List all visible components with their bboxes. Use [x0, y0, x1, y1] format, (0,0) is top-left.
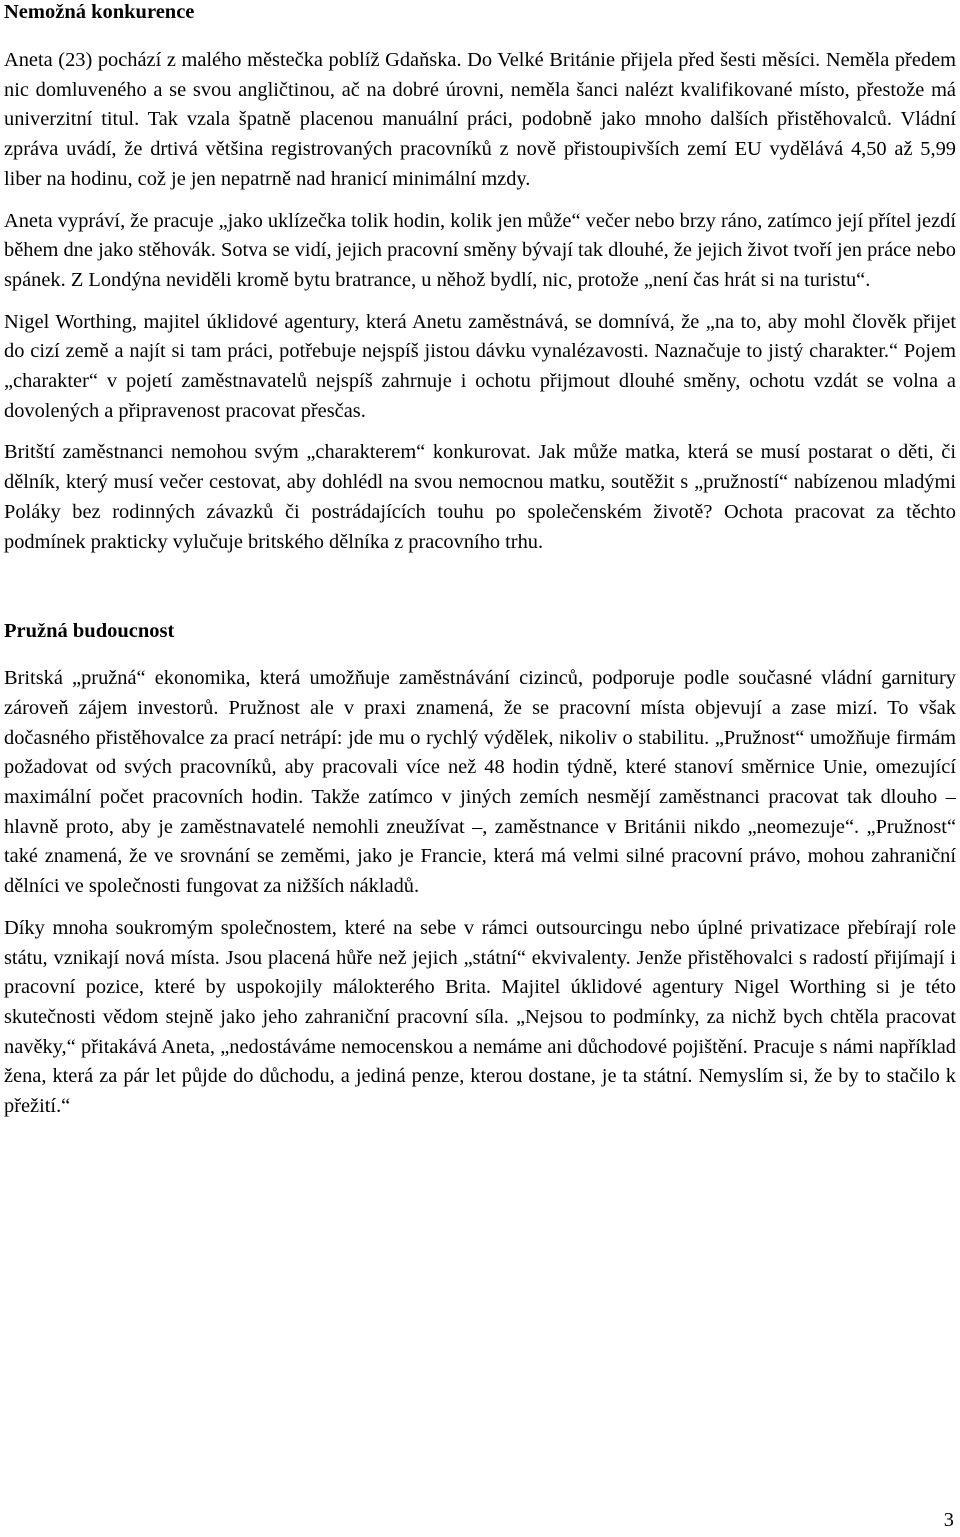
paragraph-aneta-intro: Aneta (23) pochází z malého městečka poblíž Gdaňska. Do Velké Británie přijela před šesti měsíci. Neměla předem nic domluveného a se svou angličtinou, ač na dobré úrovni, neměla šanci nalézt kvalifikované místo, přestože má univerzitní titul. Tak vzala špatně placenou manuální práci, podobně jako mnoho dalších přistěhovalců. Vládní zpráva uvádí, že drtivá většina registrovaných pracovníků z nově přistoupivších zemí EU vydělává 4,50 až 5,99 liber na hodinu, což je jen nepatrně nad hranicí minimální mzdy. — [4, 49, 956, 190]
page-number: 3 — [943, 1509, 954, 1531]
paragraph-aneta-work: Aneta vypráví, že pracuje „jako uklízečka tolik hodin, kolik jen může“ večer nebo brzy ráno, zatímco její přítel jezdí během dne jako stěhovák. Sotva se vidí, jejich pracovní směny bývají tak dlouhé, že jejich život tvoří jen práce nebo spánek. Z Londýna neviděli kromě bytu bratrance, u něhož bydlí, nic, protože „není čas hrát si na turistu“. — [4, 209, 956, 291]
section-heading-flexible-future: Pružná budoucnost — [4, 620, 175, 643]
document-page — [4, 0, 956, 1134]
paragraph-nigel-worthing: Nigel Worthing, majitel úklidové agentury, která Anetu zaměstnává, se domnívá, že „na to, aby mohl člověk přijet do cizí země a najít si tam práci, potřebuje nejspíš jistou dávku vynalézavosti. Naznačuje to jistý charakter.“ Pojem „charakter“ v pojetí zaměstnavatelů nejspíš zahrnuje i ochotu přijmout dlouhé směny, ochotu vzdát se volna a dovolených a připravenost pracovat přesčas. — [4, 310, 956, 422]
section-heading-impossible-competition: Nemožná konkurence — [4, 1, 195, 23]
paragraph-flexible-economy: Britská „pružná“ ekonomika, která umožňuje zaměstnávání cizinců, podporuje podle současné vládní garnitury zároveň zájem investorů. Pružnost ale v praxi znamená, že se pracovní místa objevují a zase mizí. To však dočasného přistěhovalce za prací netrápí: jde mu o rychlý výdělek, nikoliv o stabilitu. „Pružnost“ umožňuje firmám požadovat od svých pracovníků, aby pracovali více než 48 hodin týdně, které stanoví směrnice Unie, omezující maximální počet pracovních hodin. Takže zatímco v jiných zemích nesmějí zaměstnanci pracovat tak dlouho – hlavně proto, aby je zaměstnavatelé nemohli zneužívat –, zaměstnance v Británii nikdo „neomezuje“. „Pružnost“ také znamená, že ve srovnání se zeměmi, jako je Francie, která má velmi silné pracovní právo, mohou zahraniční dělníci ve společnosti fungovat za nižších nákladů. — [4, 667, 956, 898]
paragraph-british-workers: Britští zaměstnanci nemohou svým „charakterem“ konkurovat. Jak může matka, která se musí postarat o děti, či dělník, který musí večer cestovat, aby dohlédl na svou nemocnou matku, soutěžit s „pružností“ nabízenou mladými Poláky bez rodinných závazků či postrádajících touhu po společenském životě? Ochota pracovat za těchto podmínek prakticky vylučuje britského dělníka z pracovního trhu. — [4, 441, 956, 553]
paragraph-private-companies: Díky mnoha soukromým společnostem, které na sebe v rámci outsourcingu nebo úplné privatizace přebírají role státu, vznikají nová místa. Jsou placená hůře než jejich „státní“ ekvivalenty. Jenže přistěhovalci s radostí přijímají i pracovní pozice, které by uspokojily málokterého Brita. Majitel úklidové agentury Nigel Worthing si je této skutečnosti vědom stejně jako jeho zahraniční pracovní síla. „Nejsou to podmínky, za nichž bych chtěla pracovat navěky,“ přitakává Aneta, „nedostáváme nemocenskou a nemáme ani důchodové pojištění. Pracuje s námi například žena, která za pár let půjde do důchodu, a jediná penze, kterou dostane, je ta státní. Nemyslím si, že by to stačilo k přežití.“ — [4, 916, 956, 1118]
